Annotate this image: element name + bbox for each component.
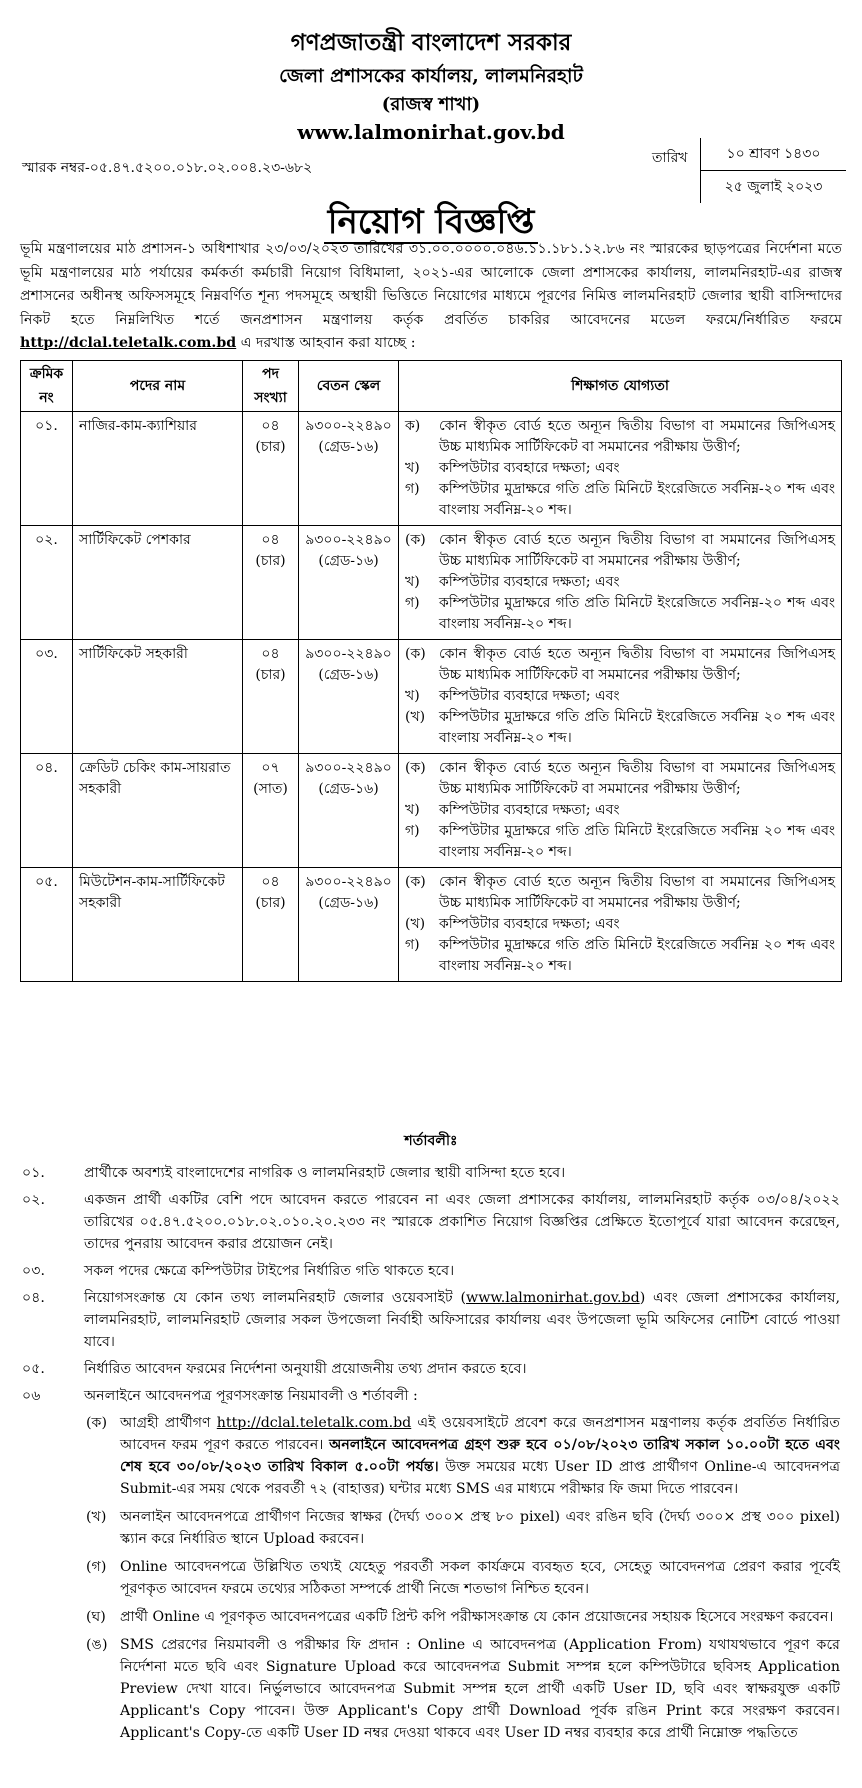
grade: (গ্রেড-১৬) [318, 781, 379, 797]
serial-number: ০১. [35, 418, 58, 434]
post-count-cell [243, 640, 299, 754]
post-name-cell [73, 868, 243, 982]
table-row [21, 640, 842, 754]
term-text: সকল পদের ক্ষেত্রে কম্পিউটার টাইপের নির্ধারিত গতি থাকতে হবে। [84, 1263, 455, 1279]
qualification-item [405, 686, 835, 707]
sub-term-part: উক্ত সময়ের মধ্যে User ID প্রাপ্ত প্রার্থীগণ Online-এ আবেদনপত্র Submit-এর সময় থেকে পরবর্তী ৭২ (বাহাত্তর) ঘন্টার মধ্যে SMS এর মাধ্যমে পরীক্ষার ফি জমা দিতে পারবেন। [120, 1459, 840, 1497]
post-name: নাজির-কাম-ক্যাশিয়ার [79, 418, 197, 434]
post-count-cell [243, 526, 299, 640]
office-header: জেলা প্রশাসকের কার্যালয়, লালমনিরহাট [279, 65, 583, 87]
sub-term-text: প্রার্থী Online এ পূরণকৃত আবেদনপত্রের একটি প্রিন্ট কপি পরীক্ষাসংক্রান্ত যে কোন প্রয়োজনের সহায়ক হিসেবে সংরক্ষণ করবেন। [120, 1609, 834, 1625]
pay-scale-cell [299, 868, 399, 982]
post-count-word: (চার) [255, 553, 286, 569]
qualification-key: (খ) [405, 916, 426, 932]
terms-title: শর্তাবলীঃ [404, 1133, 458, 1149]
grade: (গ্রেড-১৬) [318, 553, 379, 569]
qualification-key: (খ) [405, 709, 426, 725]
table-body [21, 412, 842, 982]
qualification-text: কোন স্বীকৃত বোর্ড হতে অন্যূন দ্বিতীয় বিভাগ বা সমমানের জিপিএসহ উচ্চ মাধ্যমিক সার্টিফিকেট বা সমমানের পরীক্ষায় উত্তীর্ণ; [439, 532, 835, 569]
header-post-name: পদের নাম [73, 361, 243, 412]
district-website-link[interactable]: www.lalmonirhat.gov.bd [466, 1290, 640, 1306]
table-header-row [21, 361, 842, 412]
table-row [21, 526, 842, 640]
qualification-text: কম্পিউটার ব্যবহারে দক্ষতা; এবং [439, 574, 620, 590]
teletalk-link[interactable]: http://dclal.teletalk.com.bd [216, 1415, 412, 1431]
terms-section [0, 1130, 862, 1750]
term-item [0, 1287, 862, 1353]
serial-cell [21, 412, 73, 526]
sub-term-text [120, 1412, 840, 1500]
qualification-item [405, 458, 835, 479]
term-item [0, 1358, 862, 1380]
term-item [0, 1189, 862, 1255]
qualification-key: খ) [405, 688, 420, 704]
intro-paragraph [20, 238, 842, 356]
qualification-key: ক) [405, 418, 421, 434]
qualification-item [405, 914, 835, 935]
application-link[interactable]: http://dclal.teletalk.com.bd [20, 335, 237, 351]
sub-term-item [86, 1606, 840, 1628]
qualification-item [405, 800, 835, 821]
qualification-item [405, 572, 835, 593]
date-bangla: ১০ শ্রাবণ ১৪৩০ [701, 138, 846, 171]
header-serial: ক্রমিক নং [21, 361, 73, 412]
post-count: ০৪ [261, 874, 280, 890]
table-row [21, 868, 842, 982]
qualification-item [405, 872, 835, 914]
term-text: প্রার্থীকে অবশ্যই বাংলাদেশের নাগরিক ও লালমনিরহাট জেলার স্থায়ী বাসিন্দা হতে হবে। [84, 1165, 566, 1181]
qualification-text: কোন স্বীকৃত বোর্ড হতে অন্যূন দ্বিতীয় বিভাগ বা সমমানের জিপিএসহ উচ্চ মাধ্যমিক সার্টিফিকেট বা সমমানের পরীক্ষায় উত্তীর্ণ; [439, 418, 835, 455]
term-number: ০২. [22, 1192, 45, 1208]
qualification-item [405, 416, 835, 458]
post-name-cell [73, 640, 243, 754]
sub-term-text: SMS প্রেরণের নিয়মাবলী ও পরীক্ষার ফি প্রদান : Online এ আবেদনপত্র (Application From) যথাযথভাবে পূরণ করে নির্দেশনা মতে ছবি এবং Signature Upload করে আবেদনপত্র Submit সম্পন্ন হলে কম্পিউটারে ছবিসহ Application Preview দেখা যাবে। নির্ভুলভাবে আবেদনপত্র Submit সম্পন্ন হলে প্রার্থী একটি User ID, ছবি এবং স্বাক্ষরযুক্ত একটি Applicant's Copy পাবেন। উক্ত Applicant's Copy প্রার্থী Download পূর্বক রঙিন Print করে সংরক্ষণ করবেন। Applicant's Copy-তে একটি User ID নম্বর দেওয়া থাকবে এবং User ID নম্বর ব্যবহার করে প্রার্থী নিম্নোক্ত পদ্ধতিতে [120, 1637, 840, 1741]
pay-scale: ৯৩০০-২২৪৯০ [305, 874, 392, 890]
post-count-cell [243, 754, 299, 868]
post-name: মিউটেশন-কাম-সার্টিফিকেট সহকারী [79, 874, 225, 911]
qualification-item [405, 530, 835, 572]
qualification-text: কম্পিউটার মুদ্রাক্ষরে গতি প্রতি মিনিটে ইংরেজিতে সর্বনিম্ন-২০ শব্দ এবং বাংলায় সর্বনিম্ন-২০ শব্দ। [439, 481, 835, 518]
qualification-key: (ক) [405, 874, 426, 890]
qualification-cell [399, 754, 842, 868]
qualification-key: (ক) [405, 532, 426, 548]
qualification-text: কোন স্বীকৃত বোর্ড হতে অন্যূন দ্বিতীয় বিভাগ বা সমমানের জিপিএসহ উচ্চ মাধ্যমিক সার্টিফিকেট বা সমমানের পরীক্ষায় উত্তীর্ণ; [439, 646, 835, 683]
post-name: সার্টিফিকেট পেশকার [79, 532, 191, 548]
post-count: ০৪ [261, 532, 280, 548]
qualification-key: (ক) [405, 760, 426, 776]
post-count-cell [243, 868, 299, 982]
qualification-cell [399, 526, 842, 640]
qualification-cell [399, 412, 842, 526]
term-number: ০৩. [22, 1263, 45, 1279]
pay-scale: ৯৩০০-২২৪৯০ [305, 646, 392, 662]
grade: (গ্রেড-১৬) [318, 895, 379, 911]
qualification-text: কোন স্বীকৃত বোর্ড হতে অন্যূন দ্বিতীয় বিভাগ বা সমমানের জিপিএসহ উচ্চ মাধ্যমিক সার্টিফিকেট বা সমমানের পরীক্ষায় উত্তীর্ণ; [439, 874, 835, 911]
post-name: সার্টিফিকেট সহকারী [79, 646, 188, 662]
qualification-text: কম্পিউটার ব্যবহারে দক্ষতা; এবং [439, 460, 620, 476]
sub-term-part: এই ওয়েবসাইটে প্রবেশ করে জনপ্রশাসন মন্ত্রণালয় কর্তৃক প্রবর্তিত নির্ধারিত আবেদন ফরম পূরণ করতে পারবেন। [120, 1415, 841, 1453]
pay-scale-cell [299, 412, 399, 526]
post-count: ০৪ [261, 418, 280, 434]
qualification-key: খ) [405, 574, 420, 590]
title-text: নিয়োগ বিজ্ঞপ্তি [324, 202, 539, 244]
qualification-key: (ক) [405, 646, 426, 662]
qualification-key: গ) [405, 937, 420, 953]
date-label: তারিখ [652, 150, 688, 166]
post-count: ০৭ [261, 760, 280, 776]
sub-term-key: (ঘ) [86, 1609, 106, 1625]
table-row [21, 412, 842, 526]
serial-number: ০২. [35, 532, 58, 548]
serial-cell [21, 754, 73, 868]
website-header: www.lalmonirhat.gov.bd [297, 120, 565, 144]
qualification-text: কম্পিউটার মুদ্রাক্ষরে গতি প্রতি মিনিটে ইংরেজিতে সর্বনিম্ন-২০ শব্দ এবং বাংলায় সর্বনিম্ন-২০ শব্দ। [439, 595, 835, 632]
qualification-cell [399, 868, 842, 982]
term-text [84, 1287, 840, 1353]
qualification-text: কোন স্বীকৃত বোর্ড হতে অন্যূন দ্বিতীয় বিভাগ বা সমমানের জিপিএসহ উচ্চ মাধ্যমিক সার্টিফিকেট বা সমমানের পরীক্ষায় উত্তীর্ণ; [439, 760, 835, 797]
qualification-text: কম্পিউটার ব্যবহারে দক্ষতা; এবং [439, 688, 620, 704]
post-count-word: (চার) [255, 895, 286, 911]
sub-term-part: আগ্রহী প্রার্থীগণ [120, 1415, 211, 1431]
post-count-cell [243, 412, 299, 526]
qualification-text: কম্পিউটার ব্যবহারে দক্ষতা; এবং [439, 916, 620, 932]
sub-term-key: (ক) [86, 1415, 107, 1431]
pay-scale: ৯৩০০-২২৪৯০ [305, 418, 392, 434]
qualification-key: খ) [405, 460, 420, 476]
serial-number: ০৫. [35, 874, 58, 890]
qualification-key: গ) [405, 595, 420, 611]
qualification-item [405, 821, 835, 863]
term-text-part: ) এবং জেলা প্রশাসকের কার্যালয়, লালমনিরহাট, লালমনিরহাট জেলার সকল উপজেলা নির্বাহী অফিসারের কার্যালয় এবং উপজেলা ভূমি অফিসের নোটিশ বোর্ডে পাওয়া যাবে। [84, 1290, 840, 1350]
term-text: নির্ধারিত আবেদন ফরমের নির্দেশনা অনুযায়ী প্রয়োজনীয় তথ্য প্রদান করতে হবে। [84, 1361, 527, 1377]
qualification-text: কম্পিউটার মুদ্রাক্ষরে গতি প্রতি মিনিটে ইংরেজিতে সর্বনিম্ন ২০ শব্দ এবং বাংলায় সর্বনিম্ন-২০ শব্দ। [439, 823, 835, 860]
qualification-item [405, 758, 835, 800]
term-item [0, 1385, 862, 1407]
serial-cell [21, 640, 73, 754]
term-text: একজন প্রার্থী একটির বেশি পদে আবেদন করতে পারবেন না এবং জেলা প্রশাসকের কার্যালয়, লালমনিরহাট কর্তৃক ০৩/০৪/২০২২ তারিখের ০৫.৪৭.৫২০০.০১৮.০২.০১০.২০.২৩৩ নং স্মারকে প্রকাশিত নিয়োগ বিজ্ঞপ্তির প্রেক্ষিতে ইতোপূর্বে যারা আবেদন করেছেন, তাদের পুনরায় আবেদন করার প্রয়োজন নেই। [84, 1192, 840, 1252]
pay-scale-cell [299, 526, 399, 640]
qualification-item [405, 935, 835, 977]
serial-cell [21, 526, 73, 640]
date-box [700, 138, 846, 203]
sub-term-item [86, 1412, 840, 1500]
term-number: ০৬ [22, 1388, 41, 1404]
term-item [0, 1162, 862, 1184]
header-pay-scale: বেতন স্কেল [299, 361, 399, 412]
qualification-key: গ) [405, 481, 420, 497]
pay-scale: ৯৩০০-২২৪৯০ [305, 760, 392, 776]
serial-cell [21, 868, 73, 982]
sub-term-key: (ঙ) [86, 1637, 108, 1653]
qualification-key: খ) [405, 802, 420, 818]
post-count-word: (সাত) [253, 781, 288, 797]
header-qualification: শিক্ষাগত যোগ্যতা [399, 361, 842, 412]
qualification-cell [399, 640, 842, 754]
qualification-text: কম্পিউটার মুদ্রাক্ষরে গতি প্রতি মিনিটে ইংরেজিতে সর্বনিম্ন ২০ শব্দ এবং বাংলায় সর্বনিম্ন-২০ শব্দ। [439, 709, 835, 746]
post-count: ০৪ [261, 646, 280, 662]
post-name-cell [73, 412, 243, 526]
memo-number: স্মারক নম্বর-০৫.৪৭.৫২০০.০১৮.০২.০০৪.২৩-৬৮২ [22, 160, 313, 176]
pay-scale: ৯৩০০-২২৪৯০ [305, 532, 392, 548]
intro-text-end: এ দরখাস্ত আহবান করা যাচ্ছে : [240, 335, 416, 351]
sub-term-key: (গ) [86, 1559, 107, 1575]
post-name-cell [73, 754, 243, 868]
application-period: অনলাইনে আবেদনপত্র গ্রহণ শুরু হবে ০১/০৮/২০২৩ তারিখ সকাল ১০.০০টা হতে এবং শেষ হবে ৩০/০৮/২০২৩ তারিখ বিকাল ৫.০০টা পর্যন্ত। [120, 1437, 840, 1475]
grade: (গ্রেড-১৬) [318, 439, 379, 455]
post-count-word: (চার) [255, 439, 286, 455]
qualification-item [405, 479, 835, 521]
term-number: ০৪. [22, 1290, 45, 1306]
term-number: ০৫. [22, 1361, 45, 1377]
qualification-item [405, 593, 835, 635]
govt-header: গণপ্রজাতন্ত্রী বাংলাদেশ সরকার [290, 29, 572, 56]
qualification-text: কম্পিউটার ব্যবহারে দক্ষতা; এবং [439, 802, 620, 818]
date-english: ২৫ জুলাই ২০২৩ [724, 179, 823, 195]
posts-table [20, 360, 842, 982]
header-post-count: পদ সংখ্যা [243, 361, 299, 412]
pay-scale-cell [299, 640, 399, 754]
sub-term-key: (খ) [86, 1509, 107, 1525]
grade: (গ্রেড-১৬) [318, 667, 379, 683]
post-name: ক্রেডিট চেকিং কাম-সায়রাত সহকারী [79, 760, 231, 797]
term-number: ০১. [22, 1165, 45, 1181]
term-text-part: নিয়োগসংক্রান্ত যে কোন তথ্য লালমনিরহাট জেলার ওয়েবসাইট ( [84, 1290, 467, 1306]
sub-term-item [86, 1556, 840, 1600]
serial-number: ০৪. [35, 760, 58, 776]
sub-term-text: অনলাইন আবেদনপত্রে প্রার্থীগণ নিজের স্বাক্ষর (দৈর্ঘ্য ৩০০× প্রস্থ ৮০ pixel) এবং রঙিন ছবি (দৈর্ঘ্য ৩০০× প্রস্থ ৩০০ pixel) স্ক্যান করে নির্ধারিত স্থানে Upload করবেন। [120, 1509, 840, 1547]
qualification-key: গ) [405, 823, 420, 839]
table-row [21, 754, 842, 868]
term-item [0, 1260, 862, 1282]
post-count-word: (চার) [255, 667, 286, 683]
qualification-item [405, 707, 835, 749]
sub-term-item [86, 1506, 840, 1550]
qualification-text: কম্পিউটার মুদ্রাক্ষরে গতি প্রতি মিনিটে ইংরেজিতে সর্বনিম্ন ২০ শব্দ এবং বাংলায় সর্বনিম্ন-২০ শব্দ। [439, 937, 835, 974]
qualification-item [405, 644, 835, 686]
post-name-cell [73, 526, 243, 640]
intro-text: ভূমি মন্ত্রণালয়ের মাঠ প্রশাসন-১ অধিশাখার ২৩/০৩/২০২৩ তারিখের ৩১.০০.০০০০.০৪৬.১১.১৮১.১২.৮৬ নং স্মারকের ছাড়পত্রের নির্দেশনা মতে ভূমি মন্ত্রণালয়ের মাঠ পর্যায়ের কর্মকর্তা কর্মচারী নিয়োগ বিধিমালা, ২০২১-এর আলোকে জেলা প্রশাসকের কার্যালয়, লালমনিরহাট-এর রাজস্ব প্রশাসনের অধীনস্থ অফিসসমূহে নিম্নবর্ণিত শূন্য পদসমূহে অস্থায়ী ভিত্তিতে নিয়োগের মাধ্যমে পূরণের নিমিত্ত লালমনিরহাট জেলার স্থায়ী বাসিন্দাদের নিকট হতে নিম্নলিখিত শর্তে জনপ্রশাসন মন্ত্রণালয় কর্তৃক প্রবর্তিত চাকরির আবেদনের মডেল ফরমে/নির্ধারিত ফরমে [20, 241, 842, 328]
sub-term-item [86, 1634, 840, 1744]
serial-number: ০৩. [35, 646, 58, 662]
term-text: অনলাইনে আবেদনপত্র পূরণসংক্রান্ত নিয়মাবলী ও শর্তাবলী : [84, 1388, 418, 1404]
pay-scale-cell [299, 754, 399, 868]
sub-term-text: Online আবেদনপত্রে উল্লিখিত তথ্যই যেহেতু পরবর্তী সকল কার্যক্রমে ব্যবহৃত হবে, সেহেতু আবেদনপত্র প্রেরণ করার পূর্বেই পূরণকৃত আবেদন ফরমে তথ্যের সঠিকতা সম্পর্কে প্রার্থী নিজে শতভাগ নিশ্চিত হবেন। [120, 1559, 840, 1597]
branch-header: (রাজস্ব শাখা) [381, 94, 481, 115]
